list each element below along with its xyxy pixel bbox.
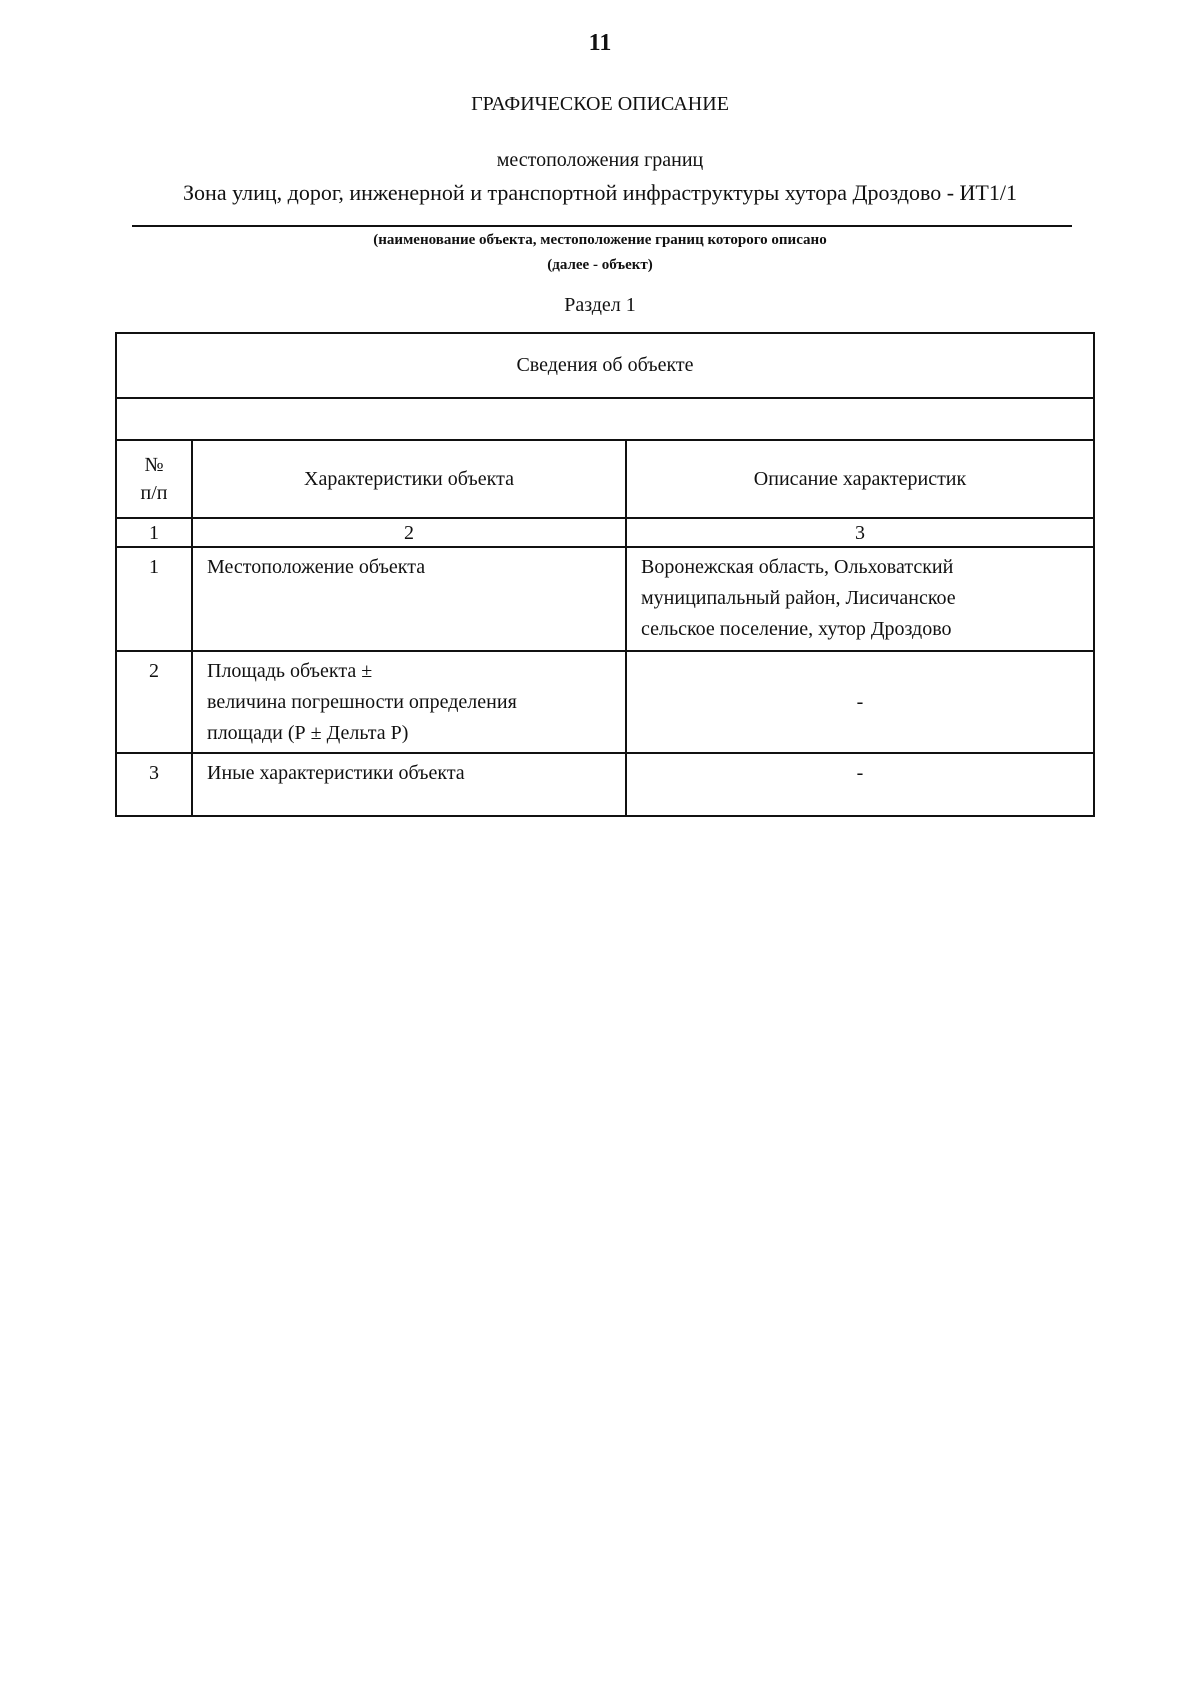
column-header-description: Описание характеристик (626, 440, 1094, 518)
row-description-line: Воронежская область, Ольховатский (641, 556, 954, 578)
object-name: Зона улиц, дорог, инженерной и транспортной инфраструктуры хутора Дроздово - ИТ1/1 (183, 180, 1017, 205)
row-characteristic (192, 547, 626, 651)
table-title: Сведения об объекте (116, 333, 1094, 398)
column-index-2: 2 (192, 518, 626, 547)
row-characteristic-line: площади (Р ± Дельта Р) (207, 722, 409, 744)
column-index-1: 1 (116, 518, 192, 547)
row-description: - (626, 651, 1094, 753)
row-description-line: сельское поселение, хутор Дроздово (641, 618, 952, 640)
row-characteristic-line: Местоположение объекта (207, 556, 426, 578)
column-header-number-line-1: № (144, 454, 164, 476)
row-description (626, 547, 1094, 651)
row-number: 2 (116, 651, 192, 753)
row-description-line: муниципальный район, Лисичанское (641, 587, 956, 609)
row-characteristic-line: Иные характеристики объекта (207, 762, 465, 784)
object-info-table (115, 332, 1095, 817)
column-header-number (116, 440, 192, 518)
object-caption-line-1: (наименование объекта, местоположение границ которого описано (373, 232, 827, 248)
row-description: - (626, 753, 1094, 816)
table-title-row (116, 333, 1094, 398)
column-header-characteristics: Характеристики объекта (192, 440, 626, 518)
table-index-row (116, 518, 1094, 547)
row-number: 1 (116, 547, 192, 651)
table-empty-cell (116, 398, 1094, 440)
table-header-row (116, 440, 1094, 518)
document-title: ГРАФИЧЕСКОЕ ОПИСАНИЕ (471, 93, 729, 115)
row-characteristic (192, 651, 626, 753)
object-caption-line-2: (далее - объект) (547, 257, 653, 273)
table-row (116, 547, 1094, 651)
row-characteristic-line: величина погрешности определения (207, 691, 517, 713)
section-label: Раздел 1 (564, 294, 636, 316)
table-row (116, 651, 1094, 753)
column-header-number-line-2: п/п (140, 482, 168, 504)
row-characteristic (192, 753, 626, 816)
object-name-underline (132, 225, 1072, 227)
column-index-3: 3 (626, 518, 1094, 547)
row-number: 3 (116, 753, 192, 816)
table-empty-row (116, 398, 1094, 440)
row-characteristic-line: Площадь объекта ± (207, 660, 373, 682)
table-row (116, 753, 1094, 816)
document-subtitle: местоположения границ (496, 149, 704, 171)
page-number: 11 (588, 30, 612, 56)
